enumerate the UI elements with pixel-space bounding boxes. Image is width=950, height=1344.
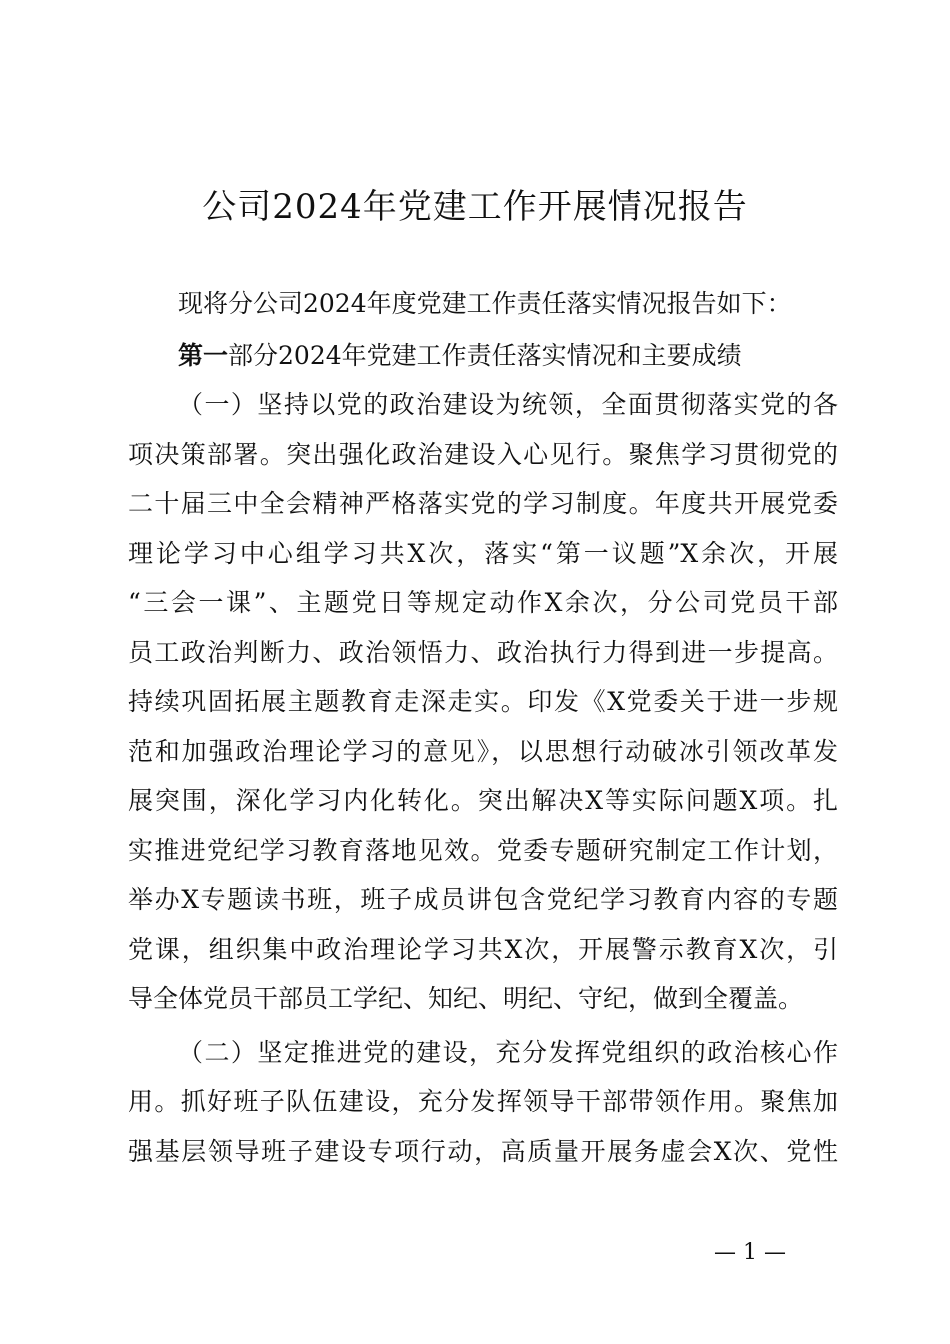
body-line: 实推进党纪学习教育落地见效。党委专题研究制定工作计划， <box>128 836 838 865</box>
body-line: 二十届三中全会精神严格落实党的学习制度。年度共开展党委 <box>128 489 838 518</box>
body-line: （二）坚定推进党的建设，充分发挥党组织的政治核心作 <box>178 1038 838 1067</box>
body-line: 展突围，深化学习内化转化。突出解决X等实际问题X项。扎 <box>128 786 838 815</box>
body-line: 党课，组织集中政治理论学习共X次，开展警示教育X次，引 <box>128 935 838 964</box>
body-line: 持续巩固拓展主题教育走深走实。印发《X党委关于进一步规 <box>128 687 838 716</box>
body-line: （一）坚持以党的政治建设为统领，全面贯彻落实党的各 <box>178 390 838 419</box>
body-line: 强基层领导班子建设专项行动，高质量开展务虚会X次、党性 <box>128 1137 838 1166</box>
part-heading-bold: 第一 <box>178 341 229 370</box>
body-line: 导全体党员干部员工学纪、知纪、明纪、守纪，做到全覆盖。 <box>128 984 804 1013</box>
body-line: “三会一课”、主题党日等规定动作X余次，分公司党员干部 <box>128 588 838 617</box>
page-number: — 1 — <box>714 1240 786 1265</box>
document-title: 公司2024年党建工作开展情况报告 <box>202 187 748 227</box>
body-line: 用。抓好班子队伍建设，充分发挥领导干部带领作用。聚焦加 <box>128 1087 838 1116</box>
body-line: 员工政治判断力、政治领悟力、政治执行力得到进一步提高。 <box>128 638 838 667</box>
body-line: 项决策部署。突出强化政治建设入心见行。聚焦学习贯彻党的 <box>128 440 838 469</box>
intro-paragraph: 现将分公司2024年度党建工作责任落实情况报告如下： <box>178 289 792 318</box>
body-line: 范和加强政治理论学习的意见》，以思想行动破冰引领改革发 <box>128 737 838 766</box>
part-heading <box>178 336 838 376</box>
body-line: 举办X专题读书班，班子成员讲包含党纪学习教育内容的专题 <box>128 885 838 914</box>
body-line: 理论学习中心组学习共X次，落实“第一议题”X余次，开展 <box>128 539 838 568</box>
part-heading-rest: 部分2024年党建工作责任落实情况和主要成绩 <box>228 341 742 370</box>
